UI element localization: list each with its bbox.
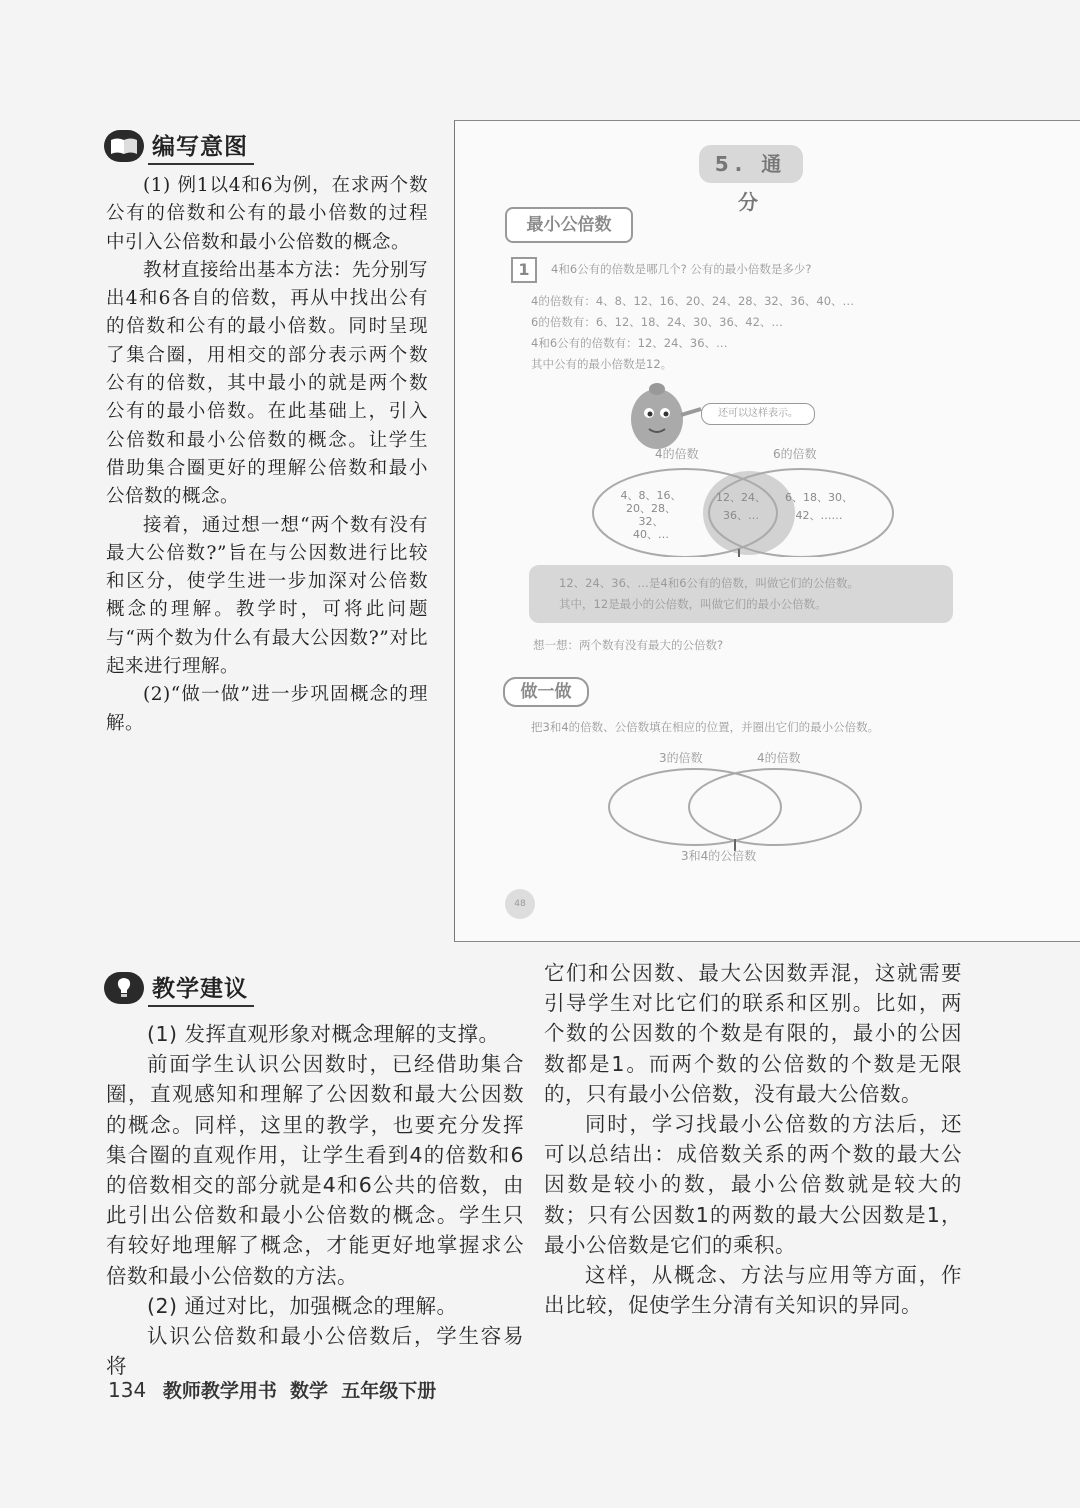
suggestion-paragraph: 认识公倍数和最小公倍数后，学生容易将 [106, 1324, 524, 1379]
suggestion-section-header [104, 968, 254, 1008]
suggestion-paragraph: 它们和公因数、最大公因数弄混，这就需要引导学生对比它们的联系和区别。比如，两个数的公因数的个数是有限的，最小的公因数都是1。而两个数的公倍数的个数是无限的，只有最小公倍数，没有最大公倍数。 [544, 961, 962, 1106]
venn1-common-values: 12、24、 36、… [716, 491, 766, 522]
book-icon [104, 130, 144, 162]
venn1-right-label: 6的倍数 [773, 447, 817, 461]
practice-tag: 做一做 [503, 677, 589, 707]
intent-paragraph: (1) 例1以4和6为例，在求两个数公有的倍数和公有的最小倍数的过程中引入公倍数和最小公倍数的概念。 [106, 175, 428, 253]
textbook-page-number: 48 [505, 889, 535, 919]
subsection-tag: 最小公倍数 [505, 207, 633, 243]
lightbulb-icon [104, 972, 144, 1004]
multiples-line: 6的倍数有：6、12、18、24、30、36、42、… [531, 315, 783, 329]
multiples-line: 4的倍数有：4、8、12、16、20、24、28、32、36、40、… [531, 294, 855, 308]
page-footer [108, 1376, 436, 1403]
speech-bubble: 还可以这样表示。 [701, 403, 815, 425]
suggestion-left-column [106, 1019, 524, 1381]
venn2-right-label: 4的倍数 [757, 751, 801, 765]
venn1-left-label: 4的倍数 [655, 447, 699, 461]
venn2-bottom-label: 3和4的公倍数 [681, 849, 757, 863]
venn1-right-values: 6、18、30、 42、…… [785, 491, 853, 522]
textbook-page [454, 120, 1080, 942]
intent-section-header [104, 126, 254, 166]
multiples-line: 4和6公有的倍数有：12、24、36、… [531, 336, 728, 350]
suggestion-right-column [544, 958, 962, 1320]
example-number: 1 [511, 257, 537, 283]
example-question: 4和6公有的倍数是哪几个? 公有的最小倍数是多少? [551, 262, 812, 276]
mascot-character [623, 375, 703, 455]
venn1-left-values: 4、8、16、 20、28、32、 40、… [620, 489, 682, 541]
intent-section-body [106, 172, 428, 738]
practice-text: 把3和4的倍数、公倍数填在相应的位置，并圈出它们的最小公倍数。 [531, 720, 880, 734]
definition-box [529, 565, 953, 623]
intent-section-title: 编写意图 [148, 128, 254, 165]
book-title: 教师教学用书 数学 五年级下册 [162, 1380, 437, 1402]
venn2-left-label: 3的倍数 [659, 751, 703, 765]
venn-diagram-3-4 [605, 763, 865, 853]
think-question: 想一想：两个数有没有最大的公倍数? [533, 638, 724, 652]
suggestion-section-title: 教学建议 [148, 970, 254, 1007]
suggestion-paragraph: (1) 发挥直观形象对概念理解的支撑。 [147, 1022, 500, 1046]
intent-paragraph: 教材直接给出基本方法：先分别写出4和6各自的倍数，再从中找出公有的倍数和公有的最小倍数。同时呈现了集合圈，用相交的部分表示两个数公有的倍数，其中最小的就是两个数公有的最小倍数。在此基础上，引入公倍数和最小公倍数的概念。让学生借助集合圈更好的理解公倍数和最小公倍数的概念。 [106, 259, 429, 508]
suggestion-paragraph: 前面学生认识公因数时，已经借助集合圈，直观感知和理解了公因数和最大公因数的概念。同样，这里的教学，也要充分发挥集合圈的直观作用，让学生看到4的倍数和6的倍数相交的部分就是4和6公共的倍数，由此引出公倍数和最小公倍数的概念。学生只有较好地理解了概念，才能更好地掌握求公倍数和最小公倍数的方法。 [106, 1052, 524, 1288]
definition-line: 12、24、36、…是4和6公有的倍数，叫做它们的公倍数。 [559, 576, 860, 590]
lesson-title: 5. 通 分 [699, 145, 803, 183]
multiples-line: 其中公有的最小倍数是12。 [531, 357, 673, 371]
intent-paragraph: (2)“做一做”进一步巩固概念的理解。 [106, 684, 428, 734]
suggestion-paragraph: 这样，从概念、方法与应用等方面，作出比较，促使学生分清有关知识的异同。 [544, 1263, 962, 1318]
page-number: 134 [108, 1378, 147, 1402]
suggestion-paragraph: (2) 通过对比，加强概念的理解。 [147, 1293, 458, 1318]
suggestion-paragraph: 同时，学习找最小公倍数的方法后，还可以总结出：成倍数关系的两个数的最大公因数是较小的数，最小公倍数就是较大的数；只有公因数1的两数的最大公因数是1，最小公倍数是它们的乘积。 [544, 1112, 962, 1257]
intent-paragraph: 接着，通过想一想“两个数有没有最大公倍数?”旨在与公因数进行比较和区分，使学生进一步加深对公倍数概念的理解。教学时，可将此问题与“两个数为什么有最大公因数?”对比起来进行理解。 [106, 514, 428, 678]
definition-line: 其中，12是最小的公倍数，叫做它们的最小公倍数。 [559, 597, 827, 611]
